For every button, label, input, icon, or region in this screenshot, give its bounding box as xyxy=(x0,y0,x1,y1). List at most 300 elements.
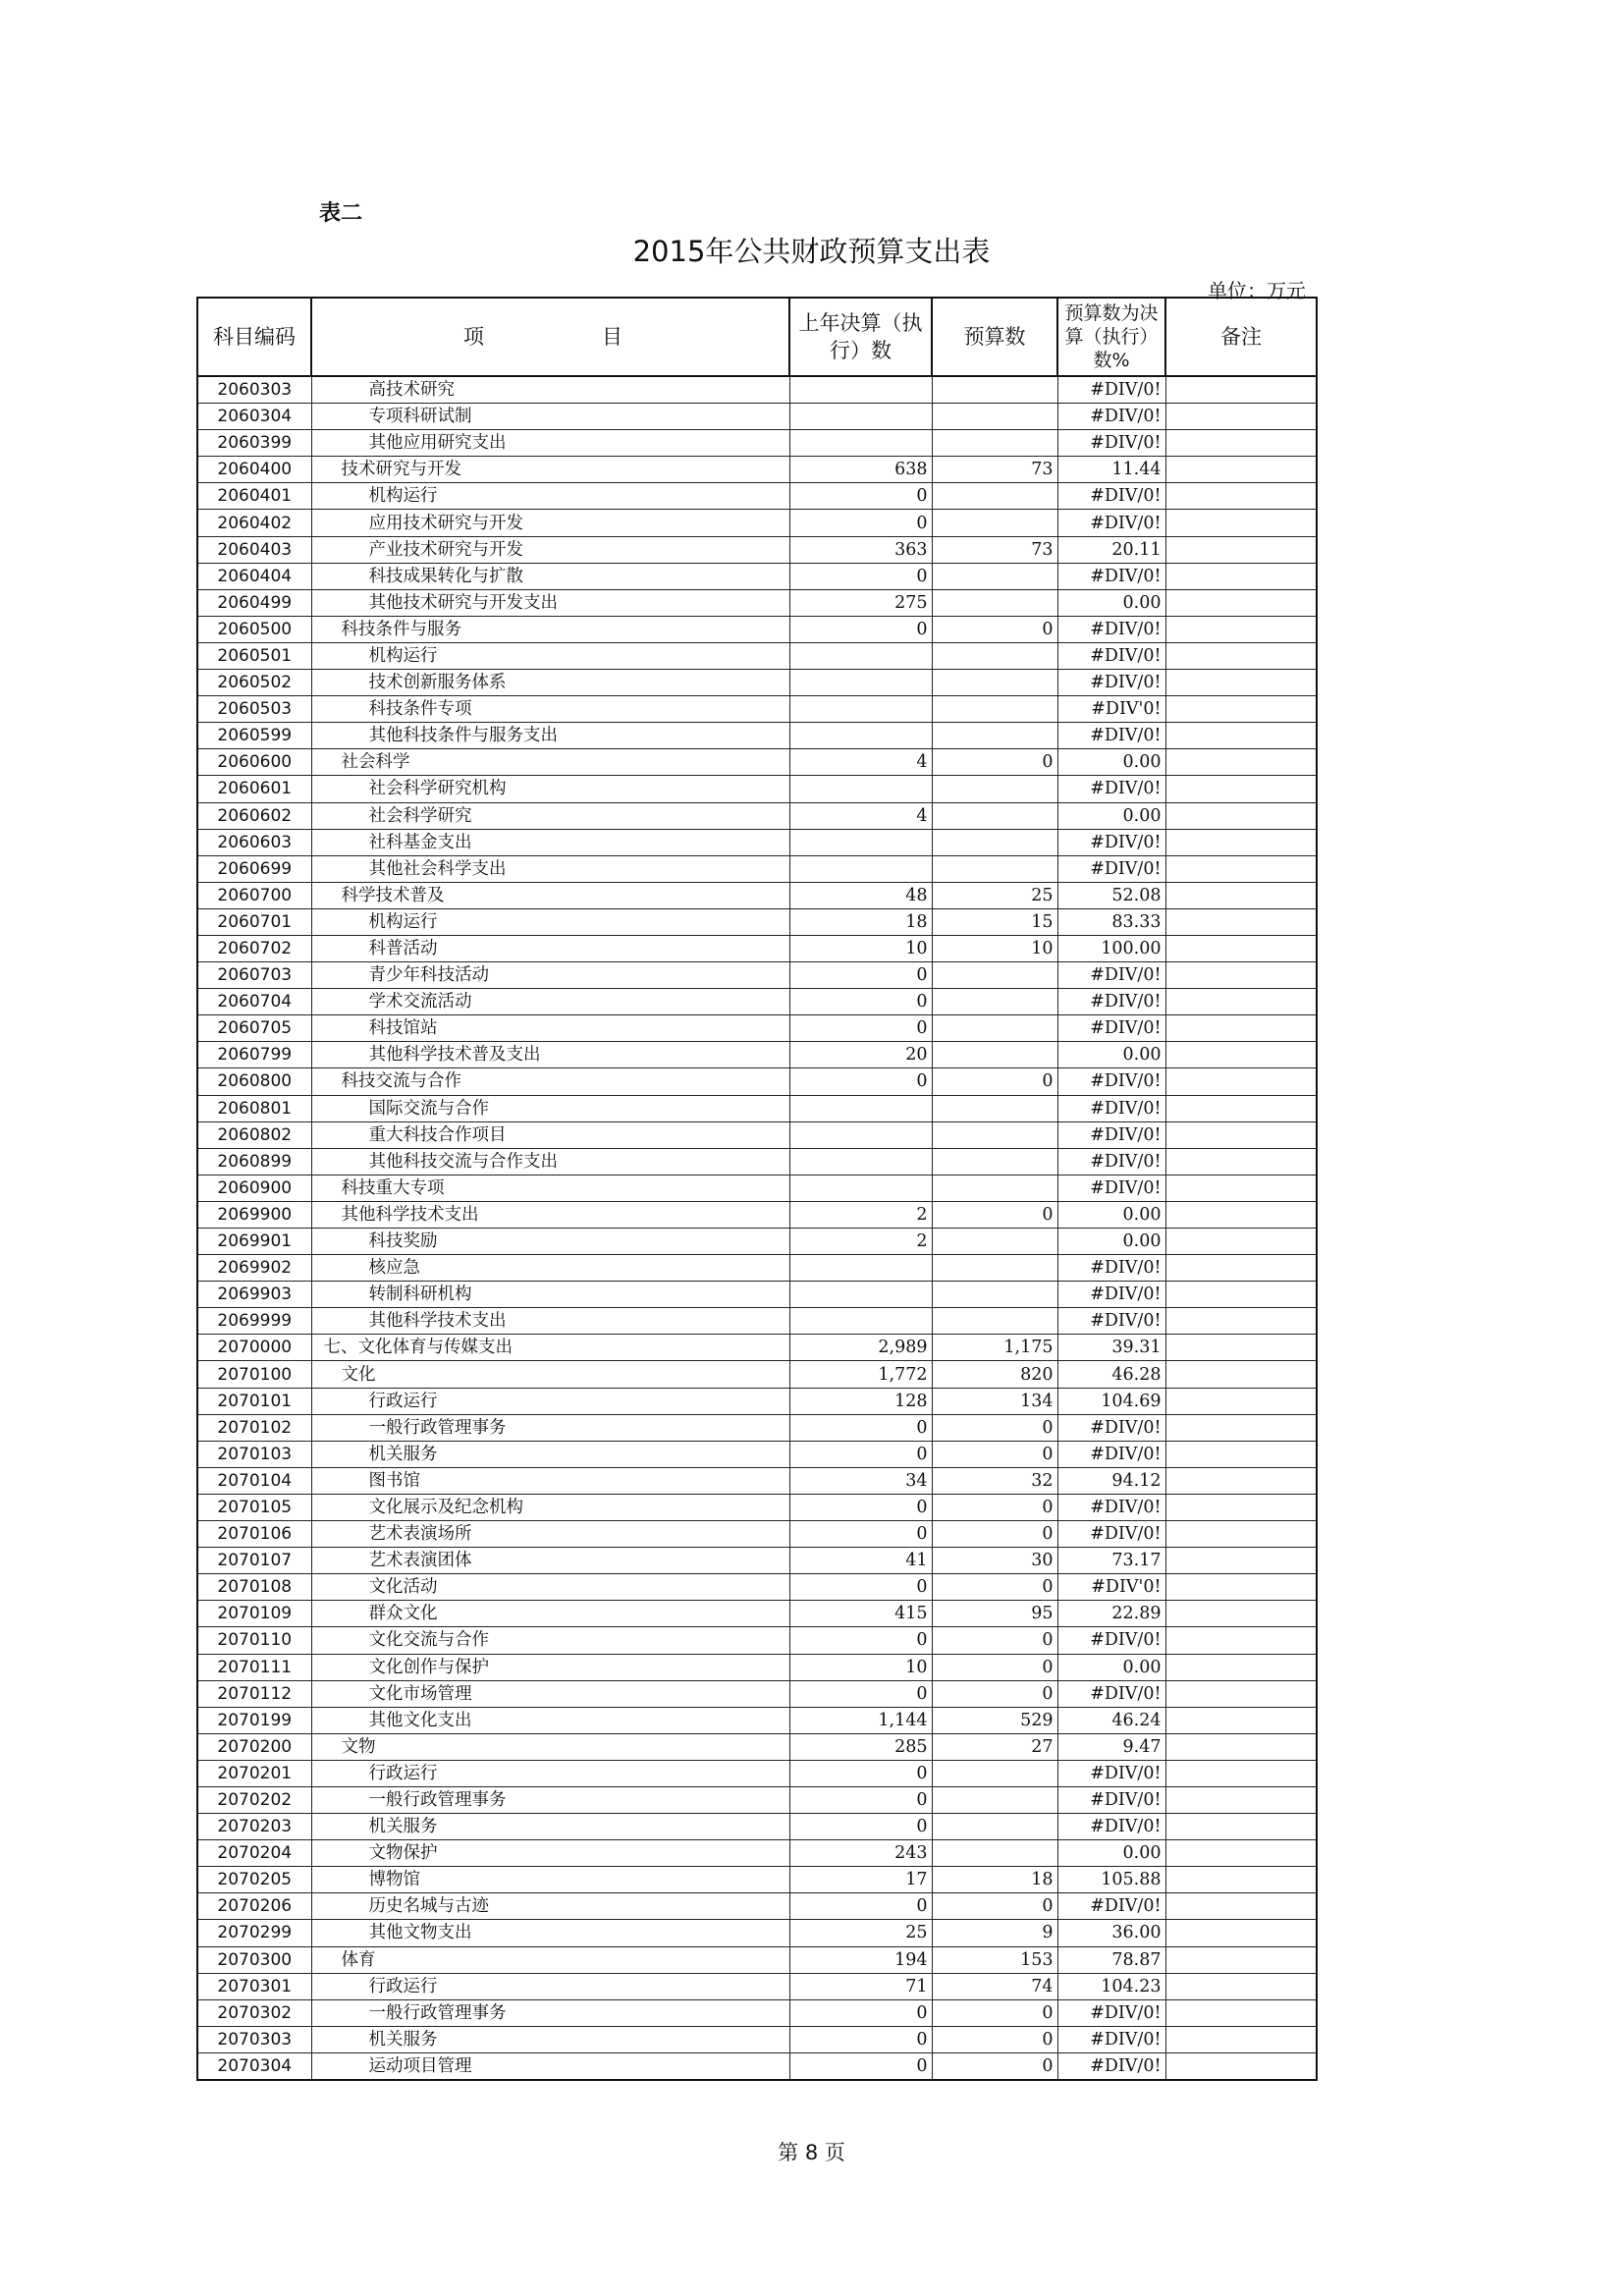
cell-code: 2069903 xyxy=(197,1282,311,1308)
cell-note xyxy=(1165,563,1317,589)
cell-item: 一般行政管理事务 xyxy=(311,1786,789,1813)
table-row xyxy=(197,1973,1317,1999)
cell-budget xyxy=(932,1308,1057,1335)
cell-ratio: #DIV/0! xyxy=(1057,642,1165,669)
cell-last-year: 1,144 xyxy=(789,1707,932,1733)
cell-last-year: 0 xyxy=(789,1999,932,2026)
cell-item: 运动项目管理 xyxy=(311,2052,789,2080)
table-row xyxy=(197,1467,1317,1494)
table-row xyxy=(197,1654,1317,1680)
cell-item: 科技条件与服务 xyxy=(311,616,789,642)
cell-note xyxy=(1165,376,1317,404)
cell-item: 青少年科技活动 xyxy=(311,962,789,989)
cell-last-year xyxy=(789,430,932,457)
cell-code: 2069900 xyxy=(197,1201,311,1228)
cell-ratio: 46.28 xyxy=(1057,1361,1165,1388)
table-row xyxy=(197,1361,1317,1388)
cell-item: 文物保护 xyxy=(311,1840,789,1867)
cell-code: 2070108 xyxy=(197,1574,311,1601)
cell-ratio: #DIV/0! xyxy=(1057,1068,1165,1095)
cell-ratio: #DIV/0! xyxy=(1057,1121,1165,1148)
cell-code: 2060704 xyxy=(197,989,311,1015)
cell-code: 2069901 xyxy=(197,1229,311,1255)
cell-code: 2060400 xyxy=(197,457,311,483)
table-row xyxy=(197,723,1317,749)
table-row xyxy=(197,1627,1317,1654)
cell-last-year: 10 xyxy=(789,1654,932,1680)
cell-ratio: #DIV/0! xyxy=(1057,404,1165,430)
cell-item: 科技重大专项 xyxy=(311,1175,789,1201)
cell-code: 2070110 xyxy=(197,1627,311,1654)
cell-ratio: #DIV/0! xyxy=(1057,510,1165,536)
cell-note xyxy=(1165,1015,1317,1042)
table-row xyxy=(197,935,1317,961)
table-row xyxy=(197,1893,1317,1920)
cell-code: 2070204 xyxy=(197,1840,311,1867)
cell-item: 机关服务 xyxy=(311,1441,789,1467)
cell-item: 其他文物支出 xyxy=(311,1920,789,1946)
cell-note xyxy=(1165,1175,1317,1201)
cell-note xyxy=(1165,457,1317,483)
table-row xyxy=(197,1175,1317,1201)
table-row xyxy=(197,1229,1317,1255)
cell-code: 2060600 xyxy=(197,749,311,776)
cell-budget: 10 xyxy=(932,935,1057,961)
table-row xyxy=(197,1680,1317,1707)
cell-last-year xyxy=(789,1255,932,1282)
cell-ratio: #DIV/0! xyxy=(1057,989,1165,1015)
table-row xyxy=(197,989,1317,1015)
cell-last-year: 0 xyxy=(789,1760,932,1786)
cell-item: 行政运行 xyxy=(311,1760,789,1786)
cell-budget: 0 xyxy=(932,2026,1057,2052)
cell-note xyxy=(1165,1760,1317,1786)
cell-item: 历史名城与古迹 xyxy=(311,1893,789,1920)
table-row xyxy=(197,1548,1317,1574)
header-item xyxy=(311,298,789,376)
unit-label: 单位：万元 xyxy=(1208,279,1306,302)
cell-note xyxy=(1165,1867,1317,1893)
cell-ratio: 0.00 xyxy=(1057,589,1165,616)
cell-code: 2060502 xyxy=(197,670,311,696)
cell-code: 2060599 xyxy=(197,723,311,749)
cell-code: 2060602 xyxy=(197,802,311,829)
cell-budget: 0 xyxy=(932,616,1057,642)
cell-last-year xyxy=(789,404,932,430)
cell-budget xyxy=(932,483,1057,510)
cell-code: 2070111 xyxy=(197,1654,311,1680)
cell-ratio: #DIV/0! xyxy=(1057,1814,1165,1840)
cell-item: 其他科技条件与服务支出 xyxy=(311,723,789,749)
cell-ratio: #DIV/0! xyxy=(1057,1786,1165,1813)
cell-code: 2070205 xyxy=(197,1867,311,1893)
cell-budget xyxy=(932,404,1057,430)
cell-item: 七、文化体育与传媒支出 xyxy=(311,1335,789,1361)
cell-item: 群众文化 xyxy=(311,1601,789,1627)
cell-item: 艺术表演团体 xyxy=(311,1548,789,1574)
cell-budget: 95 xyxy=(932,1601,1057,1627)
cell-budget xyxy=(932,642,1057,669)
cell-item: 社会科学 xyxy=(311,749,789,776)
cell-item: 社科基金支出 xyxy=(311,829,789,855)
cell-note xyxy=(1165,1229,1317,1255)
table-row xyxy=(197,1867,1317,1893)
cell-item: 科技条件专项 xyxy=(311,696,789,723)
cell-code: 2060399 xyxy=(197,430,311,457)
cell-budget xyxy=(932,802,1057,829)
cell-budget: 529 xyxy=(932,1707,1057,1733)
table-row xyxy=(197,1121,1317,1148)
cell-budget: 0 xyxy=(932,1521,1057,1548)
cell-item: 技术创新服务体系 xyxy=(311,670,789,696)
cell-last-year: 34 xyxy=(789,1467,932,1494)
cell-code: 2070301 xyxy=(197,1973,311,1999)
cell-note xyxy=(1165,616,1317,642)
cell-last-year: 2,989 xyxy=(789,1335,932,1361)
cell-note xyxy=(1165,2026,1317,2052)
cell-budget xyxy=(932,376,1057,404)
cell-ratio: 0.00 xyxy=(1057,802,1165,829)
cell-budget: 73 xyxy=(932,536,1057,563)
cell-ratio: #DIV'0! xyxy=(1057,1574,1165,1601)
cell-note xyxy=(1165,1148,1317,1175)
cell-note xyxy=(1165,1920,1317,1946)
cell-ratio: #DIV/0! xyxy=(1057,1521,1165,1548)
cell-last-year: 18 xyxy=(789,908,932,935)
table-row xyxy=(197,882,1317,908)
table-row xyxy=(197,1335,1317,1361)
cell-budget: 134 xyxy=(932,1388,1057,1414)
cell-budget: 820 xyxy=(932,1361,1057,1388)
cell-last-year: 638 xyxy=(789,457,932,483)
cell-ratio: 22.89 xyxy=(1057,1601,1165,1627)
cell-last-year xyxy=(789,723,932,749)
cell-last-year: 25 xyxy=(789,1920,932,1946)
cell-code: 2070105 xyxy=(197,1494,311,1520)
cell-note xyxy=(1165,483,1317,510)
cell-ratio: #DIV/0! xyxy=(1057,1680,1165,1707)
cell-budget xyxy=(932,430,1057,457)
cell-budget xyxy=(932,1148,1057,1175)
cell-note xyxy=(1165,1999,1317,2026)
cell-item: 行政运行 xyxy=(311,1973,789,1999)
table-row xyxy=(197,1920,1317,1946)
cell-ratio: 39.31 xyxy=(1057,1335,1165,1361)
table-row xyxy=(197,1946,1317,1973)
cell-item: 重大科技合作项目 xyxy=(311,1121,789,1148)
table-row xyxy=(197,1255,1317,1282)
cell-ratio: 46.24 xyxy=(1057,1707,1165,1733)
cell-last-year: 0 xyxy=(789,1680,932,1707)
cell-budget xyxy=(932,989,1057,1015)
table-row xyxy=(197,642,1317,669)
cell-note xyxy=(1165,962,1317,989)
cell-item: 行政运行 xyxy=(311,1388,789,1414)
cell-code: 2070299 xyxy=(197,1920,311,1946)
cell-ratio: 0.00 xyxy=(1057,1654,1165,1680)
cell-code: 2060799 xyxy=(197,1042,311,1068)
cell-code: 2060802 xyxy=(197,1121,311,1148)
cell-note xyxy=(1165,776,1317,802)
table-row xyxy=(197,1388,1317,1414)
cell-code: 2070201 xyxy=(197,1760,311,1786)
cell-ratio: 0.00 xyxy=(1057,1229,1165,1255)
cell-budget: 0 xyxy=(932,1574,1057,1601)
cell-last-year xyxy=(789,1308,932,1335)
cell-code: 2069902 xyxy=(197,1255,311,1282)
table-row xyxy=(197,457,1317,483)
cell-ratio: 52.08 xyxy=(1057,882,1165,908)
cell-last-year: 10 xyxy=(789,935,932,961)
cell-last-year: 0 xyxy=(789,1574,932,1601)
cell-note xyxy=(1165,430,1317,457)
cell-budget xyxy=(932,510,1057,536)
expenditure-table xyxy=(196,297,1318,2081)
table-row xyxy=(197,483,1317,510)
cell-item: 国际交流与合作 xyxy=(311,1095,789,1121)
cell-item: 科技奖励 xyxy=(311,1229,789,1255)
table-row xyxy=(197,802,1317,829)
table-body xyxy=(197,376,1317,2080)
cell-item: 博物馆 xyxy=(311,1867,789,1893)
cell-last-year xyxy=(789,855,932,882)
cell-code: 2070000 xyxy=(197,1335,311,1361)
table-row xyxy=(197,1707,1317,1733)
cell-item: 体育 xyxy=(311,1946,789,1973)
cell-note xyxy=(1165,1388,1317,1414)
cell-last-year: 0 xyxy=(789,1627,932,1654)
cell-note xyxy=(1165,1680,1317,1707)
table-row xyxy=(197,1494,1317,1520)
cell-code: 2060700 xyxy=(197,882,311,908)
cell-last-year xyxy=(789,829,932,855)
cell-note xyxy=(1165,1361,1317,1388)
cell-ratio: #DIV/0! xyxy=(1057,1627,1165,1654)
cell-item: 科技成果转化与扩散 xyxy=(311,563,789,589)
cell-budget: 0 xyxy=(932,1893,1057,1920)
cell-budget xyxy=(932,1042,1057,1068)
cell-budget xyxy=(932,1255,1057,1282)
table-row xyxy=(197,1521,1317,1548)
table-header xyxy=(197,298,1317,376)
cell-ratio: 36.00 xyxy=(1057,1920,1165,1946)
cell-ratio: 0.00 xyxy=(1057,1201,1165,1228)
cell-item: 科普活动 xyxy=(311,935,789,961)
cell-ratio: #DIV'0! xyxy=(1057,696,1165,723)
cell-last-year: 0 xyxy=(789,1814,932,1840)
table-row xyxy=(197,2026,1317,2052)
cell-item: 机关服务 xyxy=(311,1814,789,1840)
cell-note xyxy=(1165,1201,1317,1228)
cell-code: 2070102 xyxy=(197,1414,311,1441)
cell-item: 其他科学技术支出 xyxy=(311,1201,789,1228)
table-row xyxy=(197,696,1317,723)
table-row xyxy=(197,1201,1317,1228)
cell-ratio: #DIV/0! xyxy=(1057,829,1165,855)
cell-budget xyxy=(932,563,1057,589)
cell-item: 文物 xyxy=(311,1733,789,1760)
table-row xyxy=(197,1068,1317,1095)
cell-last-year: 1,772 xyxy=(789,1361,932,1388)
cell-budget: 0 xyxy=(932,1414,1057,1441)
cell-note xyxy=(1165,882,1317,908)
cell-note xyxy=(1165,2052,1317,2080)
cell-item: 核应急 xyxy=(311,1255,789,1282)
cell-item: 艺术表演场所 xyxy=(311,1521,789,1548)
cell-last-year: 2 xyxy=(789,1229,932,1255)
cell-budget: 74 xyxy=(932,1973,1057,1999)
cell-code: 2070202 xyxy=(197,1786,311,1813)
cell-note xyxy=(1165,1786,1317,1813)
cell-code: 2070303 xyxy=(197,2026,311,2052)
cell-budget: 0 xyxy=(932,1068,1057,1095)
cell-last-year: 0 xyxy=(789,989,932,1015)
cell-item: 机关服务 xyxy=(311,2026,789,2052)
cell-last-year: 363 xyxy=(789,536,932,563)
cell-item: 转制科研机构 xyxy=(311,1282,789,1308)
cell-item: 其他科技交流与合作支出 xyxy=(311,1148,789,1175)
cell-ratio: #DIV/0! xyxy=(1057,1095,1165,1121)
cell-item: 文化交流与合作 xyxy=(311,1627,789,1654)
cell-note xyxy=(1165,1308,1317,1335)
cell-ratio: 0.00 xyxy=(1057,1840,1165,1867)
cell-budget xyxy=(932,776,1057,802)
header-budget: 预算数 xyxy=(932,298,1057,376)
cell-last-year: 71 xyxy=(789,1973,932,1999)
cell-budget xyxy=(932,1760,1057,1786)
cell-code: 2060403 xyxy=(197,536,311,563)
cell-ratio: #DIV/0! xyxy=(1057,1255,1165,1282)
table-row xyxy=(197,749,1317,776)
cell-ratio: #DIV/0! xyxy=(1057,430,1165,457)
cell-budget: 0 xyxy=(932,1654,1057,1680)
cell-ratio: 0.00 xyxy=(1057,749,1165,776)
cell-ratio: #DIV/0! xyxy=(1057,563,1165,589)
cell-code: 2060500 xyxy=(197,616,311,642)
cell-last-year xyxy=(789,1175,932,1201)
cell-code: 2070206 xyxy=(197,1893,311,1920)
cell-note xyxy=(1165,642,1317,669)
table-row xyxy=(197,404,1317,430)
cell-note xyxy=(1165,1521,1317,1548)
cell-ratio: #DIV/0! xyxy=(1057,376,1165,404)
cell-last-year: 20 xyxy=(789,1042,932,1068)
cell-last-year xyxy=(789,696,932,723)
table-row xyxy=(197,2052,1317,2080)
cell-last-year: 0 xyxy=(789,1441,932,1467)
header-item-left: 项 xyxy=(463,325,484,349)
cell-code: 2060603 xyxy=(197,829,311,855)
cell-code: 2070112 xyxy=(197,1680,311,1707)
cell-last-year: 4 xyxy=(789,749,932,776)
cell-budget: 30 xyxy=(932,1548,1057,1574)
cell-ratio: 11.44 xyxy=(1057,457,1165,483)
cell-note xyxy=(1165,908,1317,935)
cell-budget: 0 xyxy=(932,749,1057,776)
cell-item: 科技馆站 xyxy=(311,1015,789,1042)
cell-note xyxy=(1165,404,1317,430)
cell-note xyxy=(1165,1654,1317,1680)
table-row xyxy=(197,1733,1317,1760)
header-last-year: 上年决算（执行）数 xyxy=(789,298,932,376)
cell-budget xyxy=(932,1786,1057,1813)
cell-item: 学术交流活动 xyxy=(311,989,789,1015)
cell-ratio: #DIV/0! xyxy=(1057,1494,1165,1520)
cell-code: 2060800 xyxy=(197,1068,311,1095)
table-row xyxy=(197,1786,1317,1813)
cell-code: 2060501 xyxy=(197,642,311,669)
cell-item: 其他科学技术普及支出 xyxy=(311,1042,789,1068)
cell-code: 2060401 xyxy=(197,483,311,510)
cell-last-year: 194 xyxy=(789,1946,932,1973)
page-number: 第 8 页 xyxy=(778,2141,845,2164)
cell-code: 2060499 xyxy=(197,589,311,616)
cell-item: 机构运行 xyxy=(311,483,789,510)
table-row xyxy=(197,1441,1317,1467)
cell-budget: 73 xyxy=(932,457,1057,483)
cell-last-year: 2 xyxy=(789,1201,932,1228)
cell-note xyxy=(1165,1467,1317,1494)
cell-note xyxy=(1165,935,1317,961)
cell-budget: 0 xyxy=(932,1680,1057,1707)
cell-last-year: 0 xyxy=(789,563,932,589)
cell-note xyxy=(1165,723,1317,749)
cell-note xyxy=(1165,1121,1317,1148)
header-item-right: 目 xyxy=(602,325,622,349)
cell-ratio: 0.00 xyxy=(1057,1042,1165,1068)
table-row xyxy=(197,510,1317,536)
table-row xyxy=(197,1601,1317,1627)
cell-note xyxy=(1165,1255,1317,1282)
cell-note xyxy=(1165,1733,1317,1760)
cell-ratio: 104.69 xyxy=(1057,1388,1165,1414)
cell-note xyxy=(1165,1574,1317,1601)
cell-note xyxy=(1165,802,1317,829)
cell-budget xyxy=(932,723,1057,749)
cell-budget xyxy=(932,1229,1057,1255)
cell-note xyxy=(1165,1042,1317,1068)
cell-last-year: 0 xyxy=(789,483,932,510)
cell-code: 2069999 xyxy=(197,1308,311,1335)
cell-item: 文化展示及纪念机构 xyxy=(311,1494,789,1520)
cell-budget: 0 xyxy=(932,1494,1057,1520)
cell-last-year: 0 xyxy=(789,616,932,642)
table-row xyxy=(197,670,1317,696)
cell-code: 2060900 xyxy=(197,1175,311,1201)
cell-ratio: #DIV/0! xyxy=(1057,855,1165,882)
cell-note xyxy=(1165,1627,1317,1654)
cell-ratio: #DIV/0! xyxy=(1057,1175,1165,1201)
cell-ratio: #DIV/0! xyxy=(1057,776,1165,802)
cell-code: 2070203 xyxy=(197,1814,311,1840)
cell-budget xyxy=(932,670,1057,696)
cell-item: 社会科学研究机构 xyxy=(311,776,789,802)
table-row xyxy=(197,563,1317,589)
cell-ratio: #DIV/0! xyxy=(1057,2052,1165,2080)
table-row xyxy=(197,536,1317,563)
cell-note xyxy=(1165,749,1317,776)
cell-item: 一般行政管理事务 xyxy=(311,1999,789,2026)
cell-last-year: 0 xyxy=(789,1786,932,1813)
cell-code: 2070302 xyxy=(197,1999,311,2026)
cell-item: 其他文化支出 xyxy=(311,1707,789,1733)
cell-budget xyxy=(932,696,1057,723)
cell-budget: 32 xyxy=(932,1467,1057,1494)
cell-note xyxy=(1165,1548,1317,1574)
cell-ratio: 9.47 xyxy=(1057,1733,1165,1760)
cell-ratio: 73.17 xyxy=(1057,1548,1165,1574)
cell-last-year: 48 xyxy=(789,882,932,908)
